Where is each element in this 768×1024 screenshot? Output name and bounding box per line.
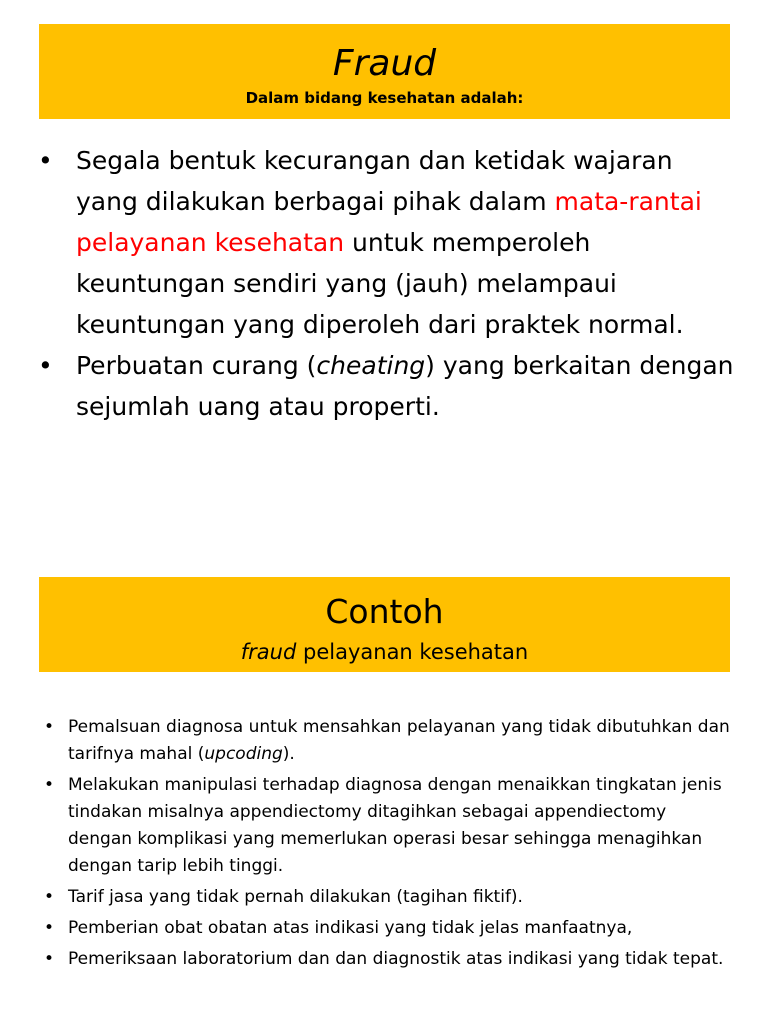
list-item [42, 772, 732, 880]
bullet-text-cont: ) yang berkaitan dengan sejumlah uang atau properti. [76, 351, 734, 421]
list-item [42, 714, 732, 768]
bullet-text: Pemeriksaan laboratorium dan dan diagnostik atas indikasi yang tidak tepat. [68, 949, 724, 969]
bullet-text: Melakukan manipulasi terhadap diagnosa dengan menaikkan tingkatan jenis tindakan misalnya appendiectomy ditagihkan sebagai appendiectomy dengan komplikasi yang memerlukan operasi besar sehingga menagihkan dengan tarip lebih tinggi. [68, 775, 722, 876]
bullet-text-cont: ). [282, 744, 295, 764]
list-item [42, 915, 732, 942]
list-item [42, 884, 732, 911]
title-banner [39, 24, 730, 119]
bullet-icon: • [44, 775, 55, 795]
list-item [42, 946, 732, 973]
slide-subtitle: Dalam bidang kesehatan adalah: [245, 89, 524, 107]
italic-term: upcoding [204, 744, 283, 764]
slide-title: Contoh [325, 592, 444, 631]
title-banner [39, 577, 730, 672]
definition-list [36, 140, 736, 427]
slide-subtitle [39, 639, 730, 665]
bullet-text: Perbuatan curang ( [76, 351, 317, 380]
bullet-icon: • [38, 351, 53, 380]
highlight-text: mata-rantai pelayanan kesehatan [76, 187, 702, 257]
bullet-text: Segala bentuk kecurangan dan ketidak wajaran yang dilakukan berbagai pihak dalam [76, 146, 673, 216]
slide-title: Fraud [332, 43, 437, 84]
bullet-text-cont: untuk memperoleh keuntungan sendiri yang (jauh) melampaui keuntungan yang diperoleh dari praktek normal. [76, 228, 684, 339]
bullet-text: Pemberian obat obatan atas indikasi yang tidak jelas manfaatnya, [68, 918, 633, 938]
subtitle-italic: fraud [240, 640, 297, 664]
bullet-text: Tarif jasa yang tidak pernah dilakukan (tagihan fiktif). [68, 887, 523, 907]
subtitle-rest: pelayanan kesehatan [296, 640, 529, 664]
list-item [36, 140, 736, 345]
italic-term: cheating [316, 351, 426, 380]
examples-list [42, 714, 732, 977]
bullet-icon: • [44, 887, 55, 907]
bullet-text: Pemalsuan diagnosa untuk mensahkan pelayanan yang tidak dibutuhkan dan tarifnya mahal ( [68, 717, 730, 764]
bullet-icon: • [44, 949, 55, 969]
bullet-icon: • [38, 146, 53, 175]
bullet-icon: • [44, 918, 55, 938]
list-item [36, 345, 736, 427]
bullet-icon: • [44, 717, 55, 737]
